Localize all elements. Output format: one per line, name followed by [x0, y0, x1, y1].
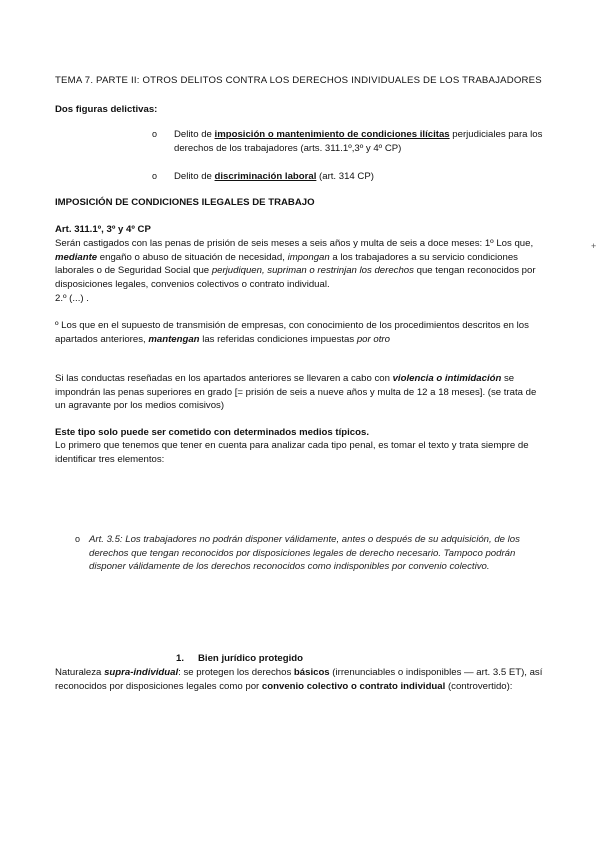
- figure-1-emph: imposición o mantenimiento de condiciones ilícitas: [214, 129, 450, 140]
- nature-paragraph: Naturaleza supra-individual: se protegen los derechos básicos (irrenunciables o indisponibles — art. 3.5 ET), así reconocidos por disposiciones legales como por convenio colectivo o contrato individual (controvertido):: [55, 667, 543, 692]
- article-paragraph-3: º Los que en el supuesto de transmisión de empresas, con conocimiento de los procedimientos descritos en los apartados anteriores, mantengan las referidas condiciones impuestas por otro: [55, 320, 529, 345]
- bullet-marker: o: [152, 171, 158, 181]
- bullet-marker: o: [75, 534, 81, 544]
- article-paragraph-1: Serán castigados con las penas de prisión de seis meses a seis años y multa de seis a doce meses: 1º Los que, mediante engaño o abuso de situación de necesidad, impongan a los trabajadores a su servicio condiciones laborales o de Seguridad Social que perjudiquen, supriman o restrinjan los derechos que tengan reconocidos por disposiciones legales, convenios colectivos o contrato individual.: [55, 238, 536, 290]
- page-title: TEMA 7. PARTE II: OTROS DELITOS CONTRA LOS DERECHOS INDIVIDUALES DE LOS TRABAJADORES: [55, 75, 542, 86]
- intro-heading: Dos figuras delictivas:: [55, 104, 158, 115]
- special-text: Lo primero que tenemos que tener en cuenta para analizar cada tipo penal, es tomar el texto y trata siempre de identificar tres elementos:: [55, 440, 529, 465]
- section-1-number: 1.: [176, 653, 185, 664]
- aggravant-paragraph: Si las conductas reseñadas en los apartados anteriores se llevaren a cabo con violencia o intimidación se impondrán las penas superiores en grado [= prisión de seis a nueve años y multa de 12 a 18 meses]. (se trata de un agravante por los medios comisivos): [55, 373, 537, 412]
- section-heading: IMPOSICIÓN DE CONDICIONES ILEGALES DE TRABAJO: [55, 197, 315, 208]
- bullet-marker: o: [152, 129, 158, 139]
- section-1-heading: [176, 652, 303, 666]
- article-3-5-quote: [75, 533, 545, 574]
- quote-text: Art. 3.5: Los trabajadores no podrán disponer válidamente, antes o después de su adquisición, de los derechos que tengan reconocidos por disposiciones legales de derecho necesario. Tampoco podrán disponer válidamente de los derechos reconocidos como indisponibles por convenio colectivo.: [89, 534, 520, 573]
- figure-item-2: o Delito de discriminación laboral (art. 314 CP): [152, 171, 374, 182]
- figure-2-emph: discriminación laboral: [214, 171, 317, 182]
- figure-item-1: o Delito de imposición o mantenimiento de condiciones ilícitas perjudiciales para los derechos de los trabajadores (arts. 311.1º,3º y 4º CP): [152, 129, 543, 154]
- section-1-title: Bien jurídico protegido: [198, 653, 303, 664]
- special-heading: Este tipo solo puede ser cometido con determinados medios típicos.: [55, 427, 369, 438]
- article-paragraph-2: 2.º (...) .: [55, 293, 89, 304]
- edge-mark: +: [591, 241, 597, 251]
- article-heading: Art. 311.1º, 3º y 4º CP: [55, 224, 151, 235]
